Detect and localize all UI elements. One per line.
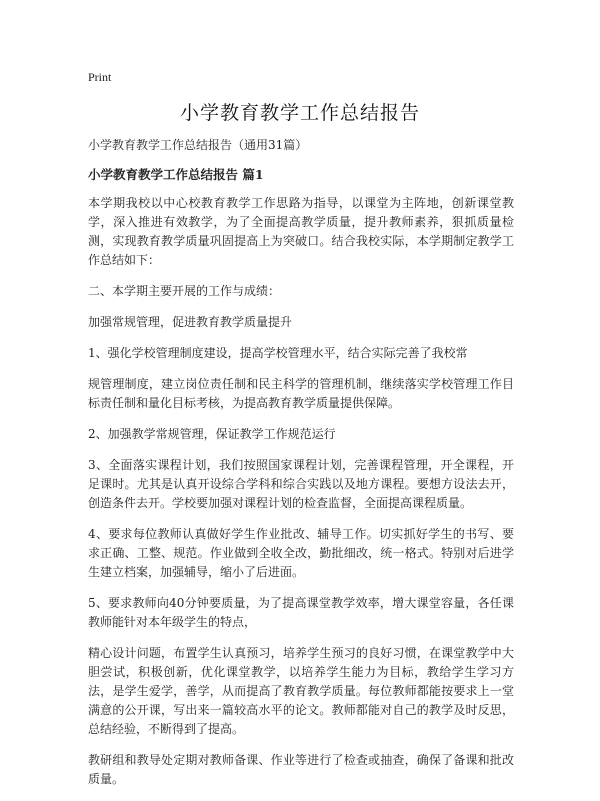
paragraph: 教研组和教导处定期对教师备课、作业等进行了检查或抽查，确保了备课和批改质量。 (88, 753, 514, 786)
paragraph: 规管理制度，建立岗位责任制和民主科学的管理机制，继续落实学校管理工作目标责任制和量化目标考核，为提高教育教学质量提供保障。 (88, 377, 514, 410)
paragraph: 1、强化学校管理制度建设，提高学校管理水平，结合实际完善了我校常 (88, 346, 468, 360)
document-subtitle: 小学教育教学工作总结报告（通用31篇） (88, 138, 308, 152)
paragraph: 加强常规管理，促进教育教学质量提升 (88, 315, 293, 329)
paragraph: 2、加强教学常规管理，保证教学工作规范运行 (88, 427, 336, 441)
paragraph: 3、全面落实课程计划，我们按照国家课程计划，完善课程管理，开全课程，开足课时。尤其是认真开设综合学科和综合实践以及地方课程。要想方设法去开，创造条件去开。学校要加强对课程计划的检查监督，全面提高课程质量。 (88, 458, 514, 510)
document-title: 小学教育教学工作总结报告 (179, 102, 420, 124)
paragraph: 4、要求每位教师认真做好学生作业批改、辅导工作。切实抓好学生的书写、要求正确、工整、规范。作业做到全收全改，勤批细改，统一格式。特别对后进学生建立档案，加强辅导，缩小了后进面。 (88, 527, 514, 579)
section-heading: 小学教育教学工作总结报告 篇1 (88, 167, 264, 182)
paragraph: 精心设计问题，布置学生认真预习，培养学生预习的良好习惯，在课堂教学中大胆尝试，积极创新，优化课堂教学，以培养学生能力为目标，教给学生学习方法，是学生爱学，善学，从而提高了教育教学质量。每位教师都能按要求上一堂满意的公开课，写出来一篇较高水平的论文。教师都能对自己的教学及时反思，总结经验，不断得到了提高。 (88, 646, 514, 736)
paragraph: 二、本学期主要开展的工作与成绩： (88, 284, 281, 298)
paragraph: 5、要求教师向40分钟要质量，为了提高课堂教学效率，增大课堂容量，各任课教师能针对本年级学生的特点， (88, 596, 514, 629)
document-body (88, 136, 514, 801)
print-link[interactable]: Print (88, 70, 112, 84)
paragraph: 本学期我校以中心校教育教学工作思路为指导，以课堂为主阵地，创新课堂教学，深入推进有效教学，为了全面提高教学质量，提升教师素养，狠抓质量检测，实现教育教学质量巩固提高上为突破口。结合我校实际，本学期制定教学工作总结如下： (88, 196, 514, 267)
